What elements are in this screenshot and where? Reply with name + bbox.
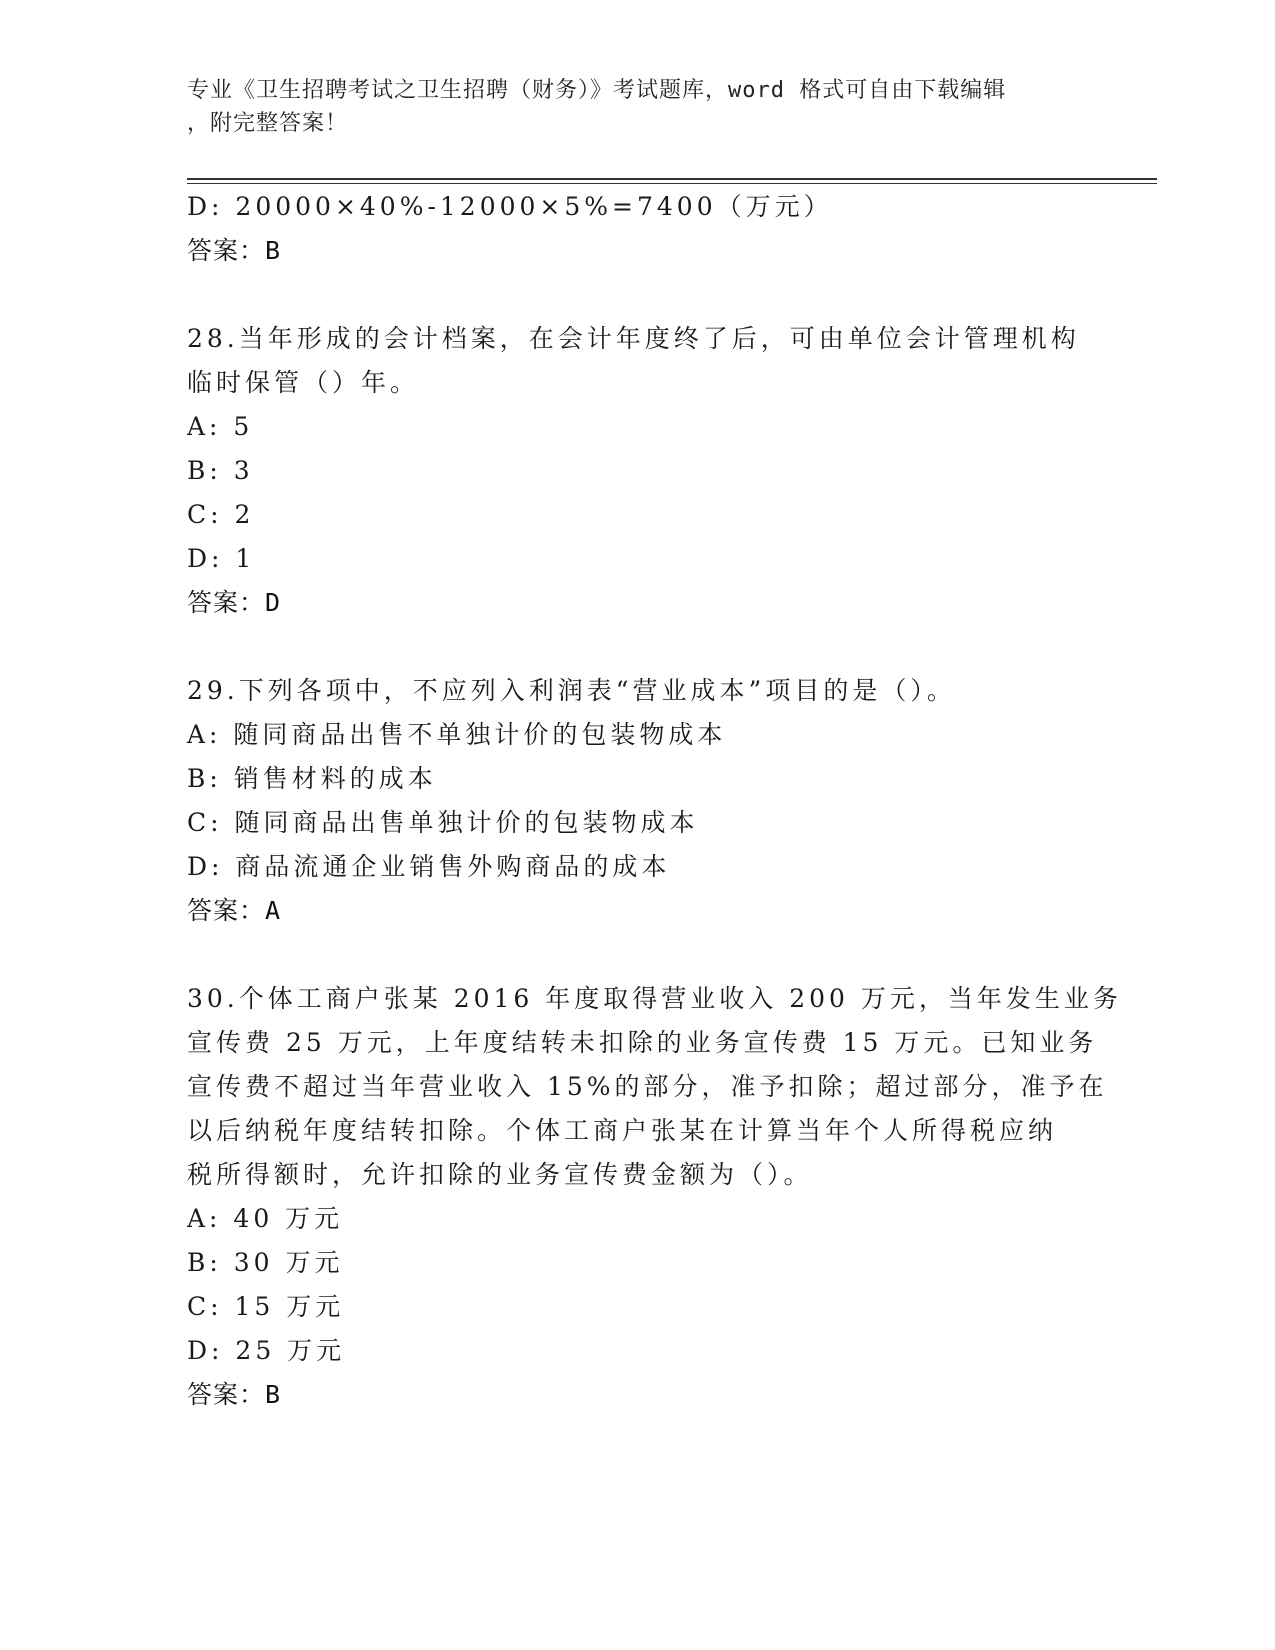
q28-answer: 答案：D	[187, 588, 282, 617]
q30-stem-line-1: 30.个体工商户张某 2016 年度取得营业收入 200 万元，当年发生业务	[187, 984, 1122, 1013]
q30-answer: 答案：B	[187, 1380, 282, 1409]
q30-stem-line-3: 宣传费不超过当年营业收入 15%的部分，准予扣除；超过部分，准予在	[187, 1072, 1108, 1101]
q29-answer: 答案：A	[187, 896, 282, 925]
q30-option-d: D: 25 万元	[187, 1336, 346, 1365]
q27-answer: 答案：B	[187, 236, 282, 265]
q28-option-c: C: 2	[187, 500, 255, 529]
header-divider	[187, 178, 1157, 184]
q28-option-a: A: 5	[187, 412, 254, 441]
header-title-line-2: ，附完整答案！	[187, 111, 349, 136]
q27-option-d: D: 20000×40%-12000×5%=7400（万元）	[187, 192, 833, 221]
document-header	[187, 74, 1067, 140]
q30-option-b: B: 30 万元	[187, 1248, 344, 1277]
q30-option-a: A: 40 万元	[187, 1204, 344, 1233]
q30-option-c: C: 15 万元	[187, 1292, 345, 1321]
q29-option-a: A: 随同商品出售不单独计价的包装物成本	[187, 720, 727, 749]
q28-stem-line-1: 28.当年形成的会计档案，在会计年度终了后，可由单位会计管理机构	[187, 324, 1080, 353]
q28-stem-line-2: 临时保管（）年。	[187, 368, 420, 397]
q29-option-c: C: 随同商品出售单独计价的包装物成本	[187, 808, 699, 837]
q30-stem-line-4: 以后纳税年度结转扣除。个体工商户张某在计算当年个人所得税应纳	[187, 1116, 1058, 1145]
q29-option-d: D: 商品流通企业销售外购商品的成本	[187, 852, 671, 881]
q30-stem-line-5: 税所得额时，允许扣除的业务宣传费金额为（）。	[187, 1160, 813, 1189]
q29-option-b: B: 销售材料的成本	[187, 764, 437, 793]
q28-option-d: D: 1	[187, 544, 256, 573]
q30-stem-line-2: 宣传费 25 万元，上年度结转未扣除的业务宣传费 15 万元。已知业务	[187, 1028, 1098, 1057]
header-title-line-1: 专业《卫生招聘考试之卫生招聘（财务）》考试题库，word 格式可自由下载编辑	[187, 78, 1007, 103]
q28-option-b: B: 3	[187, 456, 254, 485]
q29-stem-line-1: 29.下列各项中，不应列入利润表“营业成本”项目的是（）。	[187, 676, 956, 705]
